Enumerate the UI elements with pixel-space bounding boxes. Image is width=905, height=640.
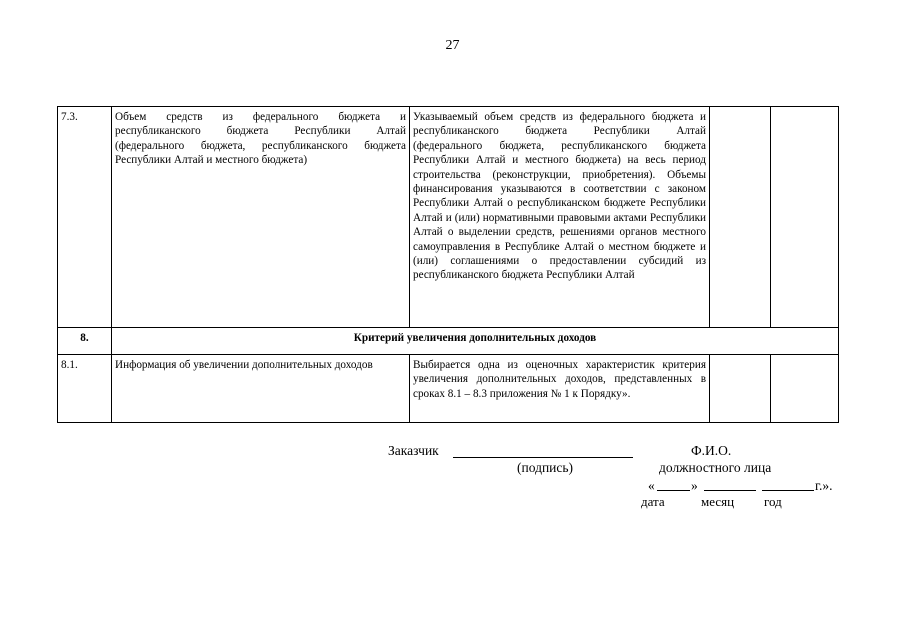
- month-line: [704, 490, 756, 491]
- row-empty-cell: [771, 355, 839, 423]
- section-number: 8.: [58, 328, 112, 355]
- day-caption: дата: [641, 494, 665, 509]
- date-close-quote: »: [691, 478, 698, 493]
- page-number: 27: [445, 38, 460, 53]
- month-caption: месяц: [701, 494, 735, 509]
- year-caption: год: [764, 494, 782, 509]
- row-empty-cell: [771, 107, 839, 328]
- row-criterion-name: Информация об увеличении дополнительных доходов: [112, 355, 410, 423]
- fio-label: Ф.И.О.: [691, 443, 732, 458]
- official-caption: должностного лица: [659, 460, 772, 475]
- section-row: [58, 328, 839, 355]
- signature-caption: (подпись): [517, 460, 574, 475]
- row-number: 7.3.: [58, 107, 112, 328]
- date-open-quote: «: [648, 478, 655, 493]
- row-criterion-description: Указываемый объем средств из федерального бюджета и республиканского бюджета Республики Алтай (федерального бюджета, республиканского бюджета Республики Алтай и местного бюджета) на весь период строительства (реконструкции, приобретения). Объемы финансирования указываются в соответствии с законом Республики Алтай о республиканском бюджете Республики Алтай и (или) нормативными правовыми актами Республики Алтай о выделении средств, решениями органов местного самоуправления в Республике Алтай о местном бюджете и (или) соглашениями о предоставлении субсидий из республиканского бюджета Республики Алтай: [410, 107, 710, 328]
- customer-label: Заказчик: [388, 443, 439, 458]
- year-line: [762, 490, 814, 491]
- criteria-table: [57, 106, 839, 423]
- year-suffix: г.».: [815, 478, 833, 493]
- row-empty-cell: [710, 107, 771, 328]
- table-row: [58, 355, 839, 423]
- row-number: 8.1.: [58, 355, 112, 423]
- section-title: Критерий увеличения дополнительных доходов: [112, 328, 839, 355]
- row-criterion-description: Выбирается одна из оценочных характеристик критерия увеличения дополнительных доходов, представленных в сроках 8.1 – 8.3 приложения № 1 к Порядку».: [410, 355, 710, 423]
- row-criterion-name: Объем средств из федерального бюджета и республиканского бюджета Республики Алтай (федерального бюджета, республиканского бюджета Республики Алтай и местного бюджета): [112, 107, 410, 328]
- row-empty-cell: [710, 355, 771, 423]
- table-row: [58, 107, 839, 328]
- day-line: [657, 490, 690, 491]
- signature-line: [453, 457, 633, 458]
